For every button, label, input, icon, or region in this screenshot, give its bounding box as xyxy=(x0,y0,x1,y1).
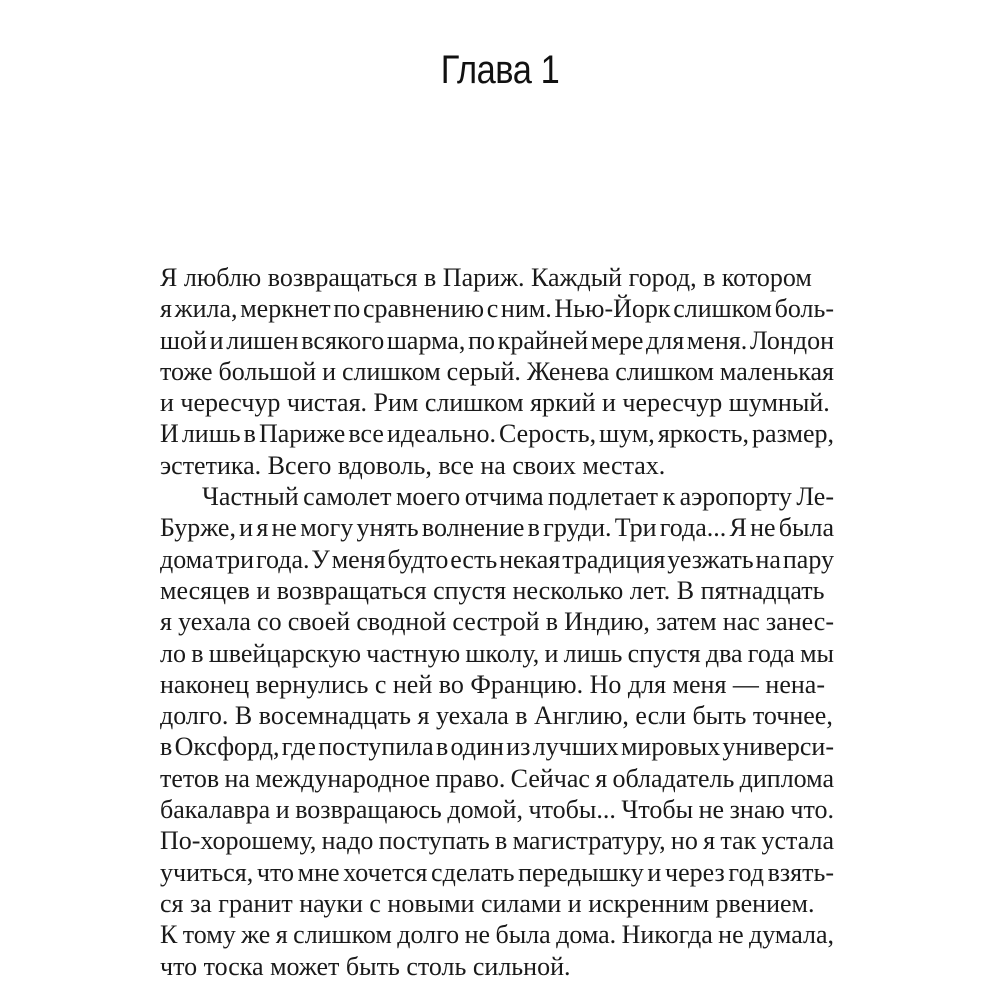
text-line: и чересчур чистая. Рим слишком яркий и чересчур шумный. xyxy=(160,388,830,418)
text-line: тоже большой и слишком серый. Женева слишком маленькая xyxy=(160,356,834,386)
text-line: я жила, меркнет по сравнению с ним. Нью-Йорк слишком боль- xyxy=(160,294,834,324)
text-line: долго. В восемнадцать я уехала в Англию, если быть точнее, xyxy=(160,701,833,731)
body-text xyxy=(160,262,834,982)
text-line: шой и лишен всякого шарма, по крайней мере для меня. Лондон xyxy=(160,325,834,355)
text-line: тетов на международное право. Сейчас я обладатель диплома xyxy=(160,763,834,793)
paragraph-2 xyxy=(160,481,834,982)
text-line: что тоска может быть столь сильной. xyxy=(160,951,571,981)
chapter-title: Глава 1 xyxy=(440,48,560,92)
text-line: учиться, что мне хочется сделать передышку и через год взять- xyxy=(160,857,834,887)
text-line: наконец вернулись с ней во Францию. Но для меня — нена- xyxy=(160,669,825,699)
text-line: ся за гранит науки с новыми силами и искренним рвением. xyxy=(160,888,815,918)
text-line: в Оксфорд, где поступила в один из лучших мировых универси- xyxy=(160,732,834,762)
paragraph-1 xyxy=(160,262,834,481)
text-line: месяцев и возвращаться спустя несколько лет. В пятнадцать xyxy=(160,575,825,605)
text-line: И лишь в Париже все идеально. Серость, шум, яркость, размер, xyxy=(160,419,834,449)
text-line: Я люблю возвращаться в Париж. Каждый город, в котором xyxy=(160,263,812,292)
text-line: ло в швейцарскую частную школу, и лишь спустя два года мы xyxy=(160,638,835,668)
text-line: Частный самолет моего отчима подлетает к аэропорту Ле- xyxy=(202,482,834,512)
text-line: бакалавра и возвращаюсь домой, чтобы... Чтобы не знаю что. xyxy=(160,795,834,825)
text-line: дома три года. У меня будто есть некая традиция уезжать на пару xyxy=(160,544,834,574)
text-line: Бурже, и я не могу унять волнение в груди. Три года... Я не была xyxy=(160,513,834,543)
text-line: К тому же я слишком долго не была дома. Никогда не думала, xyxy=(160,920,834,950)
text-line: По-хорошему, надо поступать в магистратуру, но я так устала xyxy=(160,826,834,856)
text-line: я уехала со своей сводной сестрой в Индию, затем нас занес- xyxy=(160,607,834,637)
text-line: эстетика. Всего вдоволь, все на своих местах. xyxy=(160,450,666,480)
